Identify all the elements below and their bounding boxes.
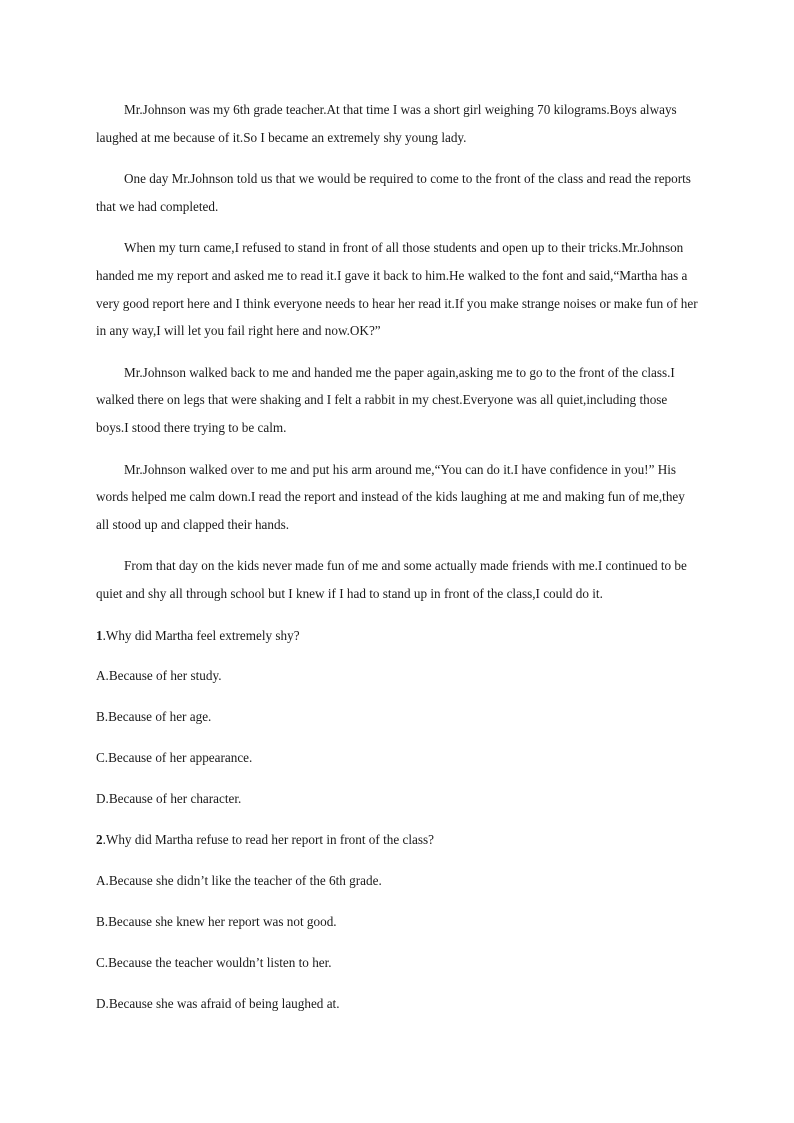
question-stem [96,622,700,650]
answer-option: B.Because she knew her report was not good. [96,914,337,930]
answer-option: D.Because of her character. [96,791,242,807]
question-stem [96,826,700,854]
answer-option: D.Because she was afraid of being laughed at. [96,996,340,1012]
question-text: .Why did Martha refuse to read her report in front of the class? [102,832,434,848]
passage-paragraph: Mr.Johnson walked over to me and put his arm around me,“You can do it.I have confidence in you!” His words helped me calm down.I read the report and instead of the kids laughing at me and making fun of me,they all stood up and clapped their hands. [96,461,685,532]
question-block [96,622,700,814]
question-number: 1 [96,627,103,643]
answer-option: A.Because of her study. [96,668,222,684]
question-text: .Why did Martha feel extremely shy? [102,627,300,643]
answer-option: C.Because the teacher wouldn’t listen to her. [96,955,332,971]
passage-paragraph: Mr.Johnson was my 6th grade teacher.At that time I was a short girl weighing 70 kilograms.Boys always laughed at me because of it.So I became an extremely shy young lady. [96,102,677,145]
question-number: 2 [96,832,103,848]
passage-paragraph: From that day on the kids never made fun of me and some actually made friends with me.I continued to be quiet and shy all through school but I knew if I had to stand up in front of the class,I could do it. [96,558,687,601]
reading-passage [96,96,700,608]
answer-option: A.Because she didn’t like the teacher of the 6th grade. [96,873,382,889]
passage-paragraph: One day Mr.Johnson told us that we would be required to come to the front of the class and read the reports that we had completed. [96,171,691,214]
passage-paragraph: Mr.Johnson walked back to me and handed me the paper again,asking me to go to the front of the class.I walked there on legs that were shaking and I felt a rabbit in my chest.Everyone was all quiet,including those boys.I stood there trying to be calm. [96,364,675,435]
document-page [96,96,700,1031]
answer-option: C.Because of her appearance. [96,750,253,766]
answer-option: B.Because of her age. [96,709,212,725]
passage-paragraph: When my turn came,I refused to stand in front of all those students and open up to their tricks.Mr.Johnson handed me my report and asked me to read it.I gave it back to him.He walked to the font and said,“Martha has a very good report here and I think everyone needs to hear her read it.If you make strange noises or make fun of her in any way,I will let you fail right here and now.OK?” [96,240,698,339]
question-block [96,826,700,1018]
